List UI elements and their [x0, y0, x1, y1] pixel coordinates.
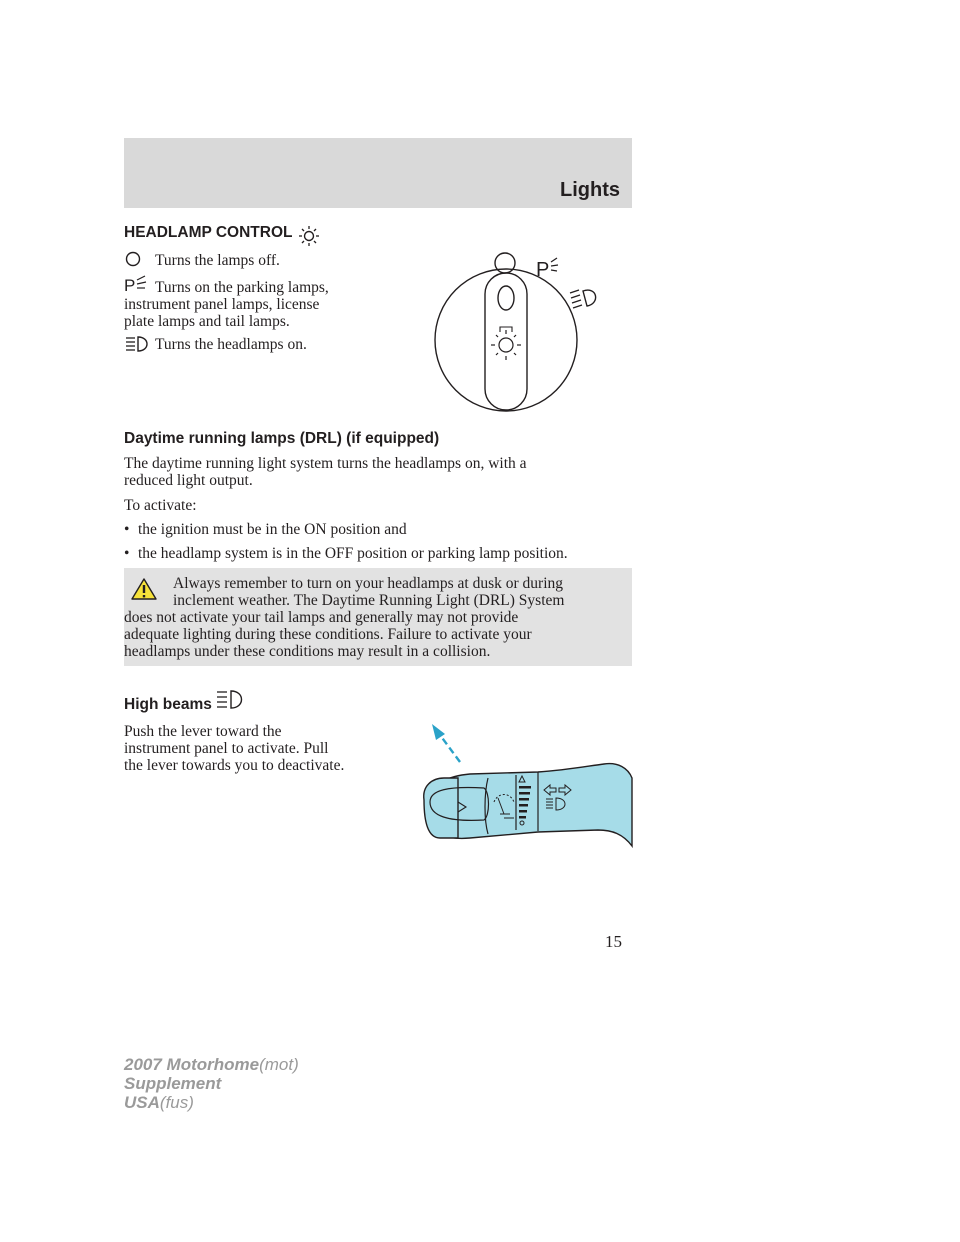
- drl-bullet-text: the headlamp system is in the OFF position or parking lamp position.: [138, 545, 568, 562]
- footer-model-code: (mot): [259, 1055, 299, 1074]
- lever-body: [430, 764, 632, 846]
- dial-headlamp-marker-icon: [570, 290, 596, 308]
- headlamp-dial-diagram: [428, 250, 608, 420]
- warning-line-1: Always remember to turn on your headlamps at dusk or during: [173, 575, 563, 592]
- headlamp-sun-icon: [298, 224, 320, 246]
- headlamp-beam-icon: [124, 335, 152, 353]
- push-direction-arrow-icon: [432, 724, 460, 762]
- section-title: Lights: [560, 179, 620, 201]
- off-circle-icon: [124, 251, 144, 267]
- bullet-dot: •: [124, 545, 130, 562]
- drl-heading: Daytime running lamps (DRL) (if equipped): [124, 430, 440, 447]
- drl-activate-label: To activate:: [124, 497, 197, 514]
- bullet-dot: •: [124, 521, 130, 538]
- parking-description-line-3: plate lamps and tail lamps.: [124, 313, 290, 330]
- drl-bullet-item: [124, 545, 568, 562]
- high-beams-text-line-3: the lever towards you to deactivate.: [124, 757, 345, 774]
- footer-supplement: Supplement: [124, 1074, 222, 1093]
- parking-description-line-1: Turns on the parking lamps,: [155, 279, 329, 296]
- footer-market: USA: [124, 1093, 160, 1112]
- headlamp-control-heading: [124, 224, 293, 242]
- dial-knob: [485, 273, 527, 410]
- warning-line-5: headlamps under these conditions may result in a collision.: [124, 643, 491, 660]
- warning-line-3: does not activate your tail lamps and generally may not provide: [124, 609, 519, 626]
- section-header-band: [124, 138, 632, 208]
- dial-parking-rays-icon: [551, 258, 558, 271]
- off-description: Turns the lamps off.: [155, 252, 280, 269]
- high-beam-icon: [215, 688, 247, 712]
- high-beams-text-line-2: instrument panel to activate. Pull: [124, 740, 329, 757]
- drl-intro-line-1: The daytime running light system turns the headlamps on, with a: [124, 455, 527, 472]
- high-beams-heading: High beams: [124, 696, 212, 713]
- lever-end-cap: [424, 778, 458, 838]
- warning-triangle-icon: [130, 577, 158, 601]
- page-number: 15: [605, 932, 622, 951]
- footer-market-code: (fus): [159, 1093, 194, 1112]
- multifunction-lever-diagram: [418, 722, 634, 862]
- parking-description-line-2: instrument panel lamps, license: [124, 296, 320, 313]
- dial-sun-icon: [491, 330, 521, 360]
- drl-bullet-item: [124, 521, 407, 538]
- warning-line-2: inclement weather. The Daytime Running Light (DRL) System: [173, 592, 565, 609]
- headlamp-control-title: HEADLAMP CONTROL: [124, 224, 293, 241]
- footer-line-2: [124, 1074, 221, 1094]
- footer-model: 2007 Motorhome: [124, 1055, 260, 1074]
- svg-text:P: P: [124, 276, 136, 295]
- headlamps-description: Turns the headlamps on.: [155, 336, 307, 353]
- dial-outer-ring: [435, 269, 577, 411]
- footer-line-3: [124, 1093, 194, 1113]
- parking-lamp-icon: [124, 275, 150, 295]
- high-beams-text-line-1: Push the lever toward the: [124, 723, 282, 740]
- warning-line-4: adequate lighting during these conditions. Failure to activate your: [124, 626, 532, 643]
- dial-parking-letter: P: [536, 259, 550, 281]
- drl-intro-line-2: reduced light output.: [124, 472, 253, 489]
- footer-line-1: [124, 1055, 299, 1075]
- drl-bullet-text: the ignition must be in the ON position and: [138, 521, 407, 538]
- dial-knob-indicator: [498, 286, 514, 310]
